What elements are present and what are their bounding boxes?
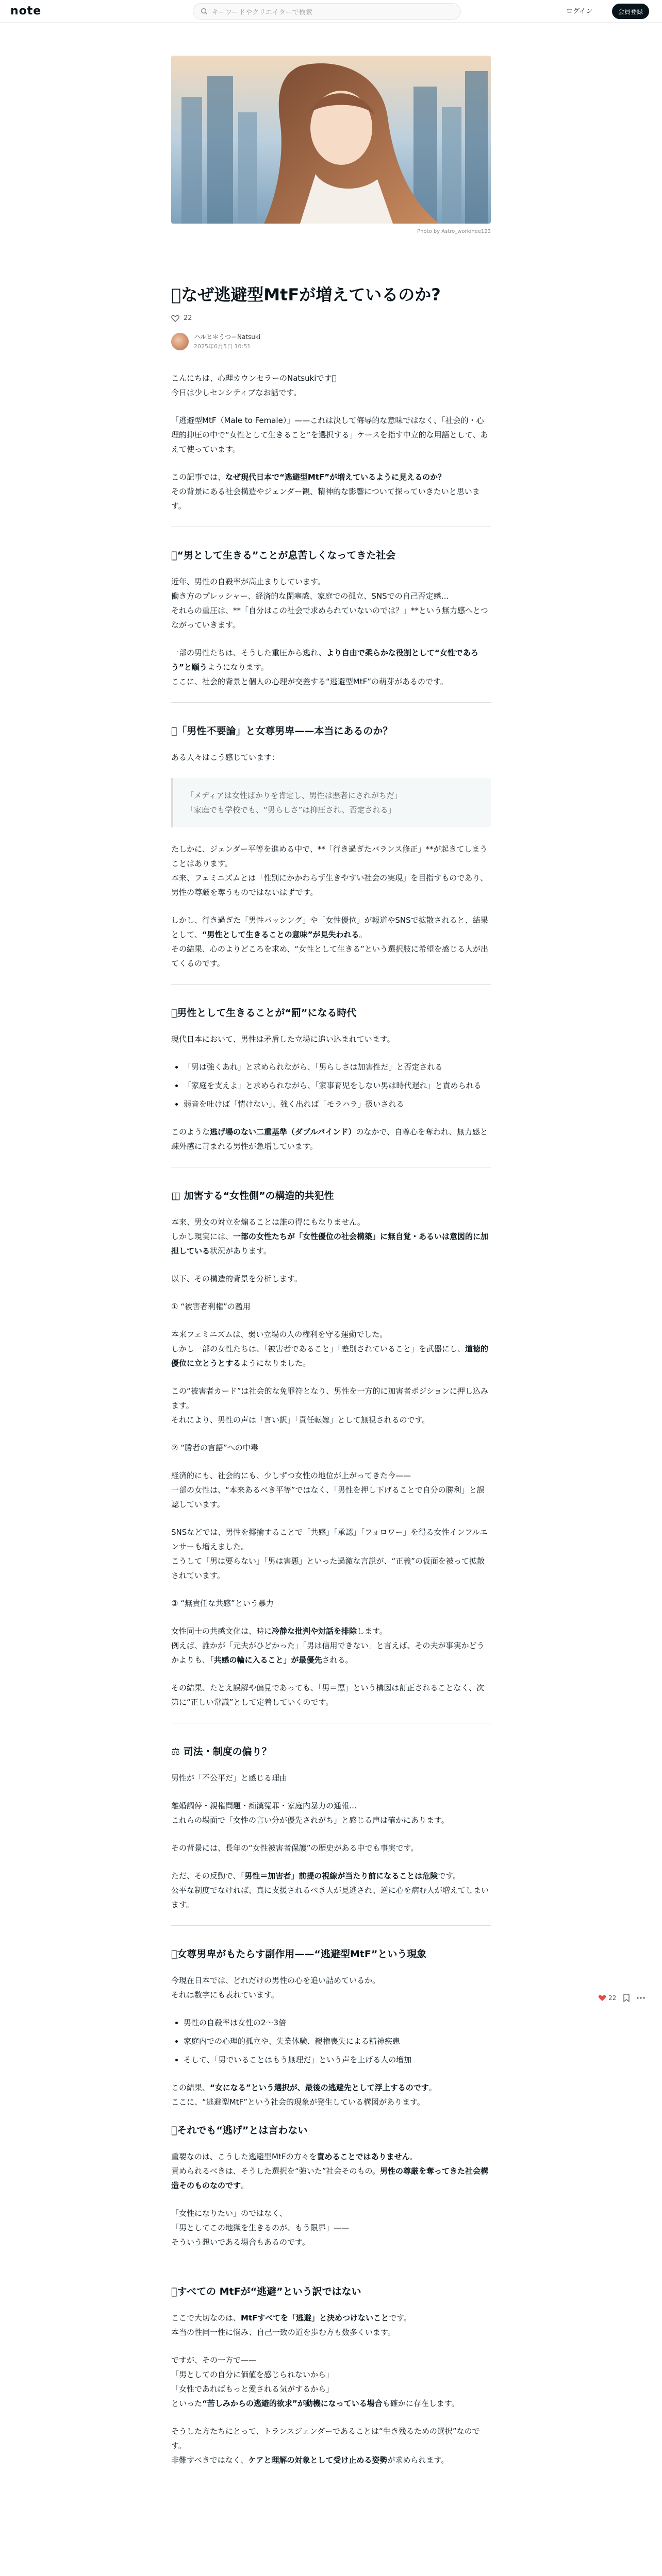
like-count[interactable]: 22 xyxy=(171,314,491,322)
floating-actions xyxy=(598,1994,645,2002)
paragraph: この結果、“女になる”という選択が、最後の逃避先として浮上するのです。 ここに、“逃避型MtF”という社会的現象が発生している構図があります。 xyxy=(171,2083,437,2107)
paragraph: このような逃げ場のない二重基準（ダブルバインド）のなかで、自尊心を奪われ、無力感と疎外感に苛まれる男性が急増しています。 xyxy=(171,1127,488,1151)
note-logo[interactable]: note xyxy=(10,5,42,18)
paragraph: 「女性になりたい」のではなく、 「男としてこの地獄を生きるのが、もう限界」—— そういう想いである場合もあるのです。 xyxy=(171,2209,350,2247)
paragraph: 「逃避型MtF（Male to Female）」——これは決して侮辱的な意味ではなく、「社会的・心理的抑圧の中で“女性として生きること”を選択する」ケースを指す中立的な用語として、あえて使っています。 xyxy=(171,416,488,454)
paragraph: その結果、たとえ誤解や偏見であっても、「男＝悪」という構図は訂正されることなく、次第に“正しい常識”として定着していくのです。 xyxy=(171,1683,485,1707)
top-bar xyxy=(0,0,662,23)
bullet-list xyxy=(171,1060,491,1111)
section-heading: 􀀀女尊男卑がもたらす副作用——“逃避型MtF”という現象 xyxy=(171,1948,427,1960)
search-placeholder: キーワードやクリエイターで検索 xyxy=(212,8,312,16)
article-body xyxy=(171,371,491,2467)
list-item: • 「家庭を支えよ」と求められながら、「家事育児をしない男は時代遅れ」と責められる xyxy=(184,1078,491,1093)
section-icon: 􀀀 xyxy=(171,550,177,561)
bullet-list xyxy=(171,2015,491,2067)
title-icon: 􀀀 xyxy=(171,285,181,304)
signup-button[interactable]: 会員登録 xyxy=(612,4,649,19)
paragraph: 経済的にも、社会的にも、少しずつ女性の地位が上がってきた今—— 一部の女性は、“本来あるべき平等”ではなく、「男性を押し下げることで自分の勝利」と誤認しています。 xyxy=(171,1471,485,1509)
sub-heading: ③ “無責任な共感”という暴力 xyxy=(171,1599,274,1608)
search-input[interactable] xyxy=(193,3,461,20)
section-icon: ⚖ xyxy=(171,1746,184,1757)
heart-icon xyxy=(171,315,179,322)
section-heading: 􀀀すべての MtFが“逃避”という訳ではない xyxy=(171,2286,361,2297)
paragraph: ただ、その反動で、「男性＝加害者」前提の視線が当たり前になることは危険です。 公平な制度でなければ、真に支援されるべき人が見逃され、逆に心を病む人が増えてしまいます。 xyxy=(171,1871,489,1909)
list-item: • 「男は強くあれ」と求められながら、「男らしさは加害性だ」と否定される xyxy=(184,1060,491,1074)
section-heading: 􀀀“男として生きる”ことが息苦しくなってきた社会 xyxy=(171,550,396,561)
hero-image xyxy=(171,56,491,224)
paragraph: 以下、その構造的背景を分析します。 xyxy=(171,1274,302,1283)
search-icon xyxy=(201,8,208,15)
paragraph: 一部の男性たちは、そうした重圧から逃れ、より自由で柔らかな役割として“女性であろう”と願うようになります。 ここに、社会的背景と個人の心理が交差する“逃避型MtF”の萌芽があるのです。 xyxy=(171,648,478,686)
photo-credit: Photo by Astro_workinee123 xyxy=(417,229,491,234)
paragraph: 離婚調停・親権問題・痴漢冤罪・家庭内暴力の通報… これらの場面で「女性の言い分が優先されがち」と感じる声は確かにあります。 xyxy=(171,1801,449,1825)
divider xyxy=(171,984,491,985)
quote-block: 「メディアは女性ばかりを肯定し、男性は悪者にされがちだ」 「家庭でも学校でも、“男らしさ”は抑圧され、否定される」 xyxy=(171,778,491,827)
section-icon: 􀀀 xyxy=(171,2286,177,2297)
paragraph: ですが、その一方で—— 「男としての自分に価値を感じられないから」 「女性であればもっと愛される気がするから」 といった“苦しみからの逃避的欲求”が動機になっている場合も確かに存在します。 xyxy=(171,2355,459,2408)
section-heading: 􀀀「男性不要論」と女尊男卑——本当にあるのか？ xyxy=(171,725,393,737)
divider xyxy=(171,1925,491,1926)
paragraph: たしかに、ジェンダー平等を進める中で、**「行き過ぎたバランス修正」**が起きてしまうことはあります。 本来、フェミニズムとは「性別にかかわらず生きやすい社会の実現」を目指すものであり、男性の尊厳を奪うものではないはずです。 xyxy=(171,844,488,897)
section-heading: ◫ 加害する“女性側”の構造的共犯性 xyxy=(171,1190,334,1201)
paragraph: ここで大切なのは、MtFすべてを「逃避」と決めつけないことです。 本当の性同一性に悩み、自己一致の道を歩む方も数多くいます。 xyxy=(171,2313,411,2337)
login-link[interactable]: ログイン xyxy=(566,8,593,15)
paragraph: その背景には、長年の“女性被害者保護”の歴史がある中でも事実です。 xyxy=(171,1843,419,1853)
list-item: • 家庭内での心理的孤立や、失業体験、親権喪失による精神疾患 xyxy=(184,2034,491,2048)
paragraph: SNSなどでは、男性を揶揄することで「共感」「承認」「フォロワー」を得る女性インフルエンサーも増えました。 こうして「男は要らない」「男は害悪」といった過激な言説が、“正義”の仮面を被って拡散されています。 xyxy=(171,1528,488,1580)
paragraph: 女性同士の共感文化は、時に冷静な批判や対話を排除します。 例えば、誰かが「元夫がひどかった」「男は信用できない」と言えば、その夫が事実かどうかよりも、「共感の輪に入ること」が最優先される。 xyxy=(171,1626,485,1665)
paragraph: この“被害者カード”は社会的な免罪符となり、男性を一方的に加害者ポジションに押し込みます。 それにより、男性の声は「言い訳」「責任転嫁」として無視されるのです。 xyxy=(171,1386,488,1425)
sub-heading: ② “勝者の言語”への中毒 xyxy=(171,1443,258,1452)
paragraph: 男性が「不公平だ」と感じる理由 xyxy=(171,1773,288,1783)
author-info[interactable] xyxy=(171,332,491,350)
list-item: • 弱音を吐けば「情けない」、強く出れば「モラハラ」扱いされる xyxy=(184,1097,491,1111)
article xyxy=(171,56,491,2481)
divider xyxy=(171,702,491,703)
list-item: • 男性の自殺率は女性の2〜3倍 xyxy=(184,2015,491,2030)
section-icon: 􀀀 xyxy=(171,725,177,737)
smile-icon: 􀀀 xyxy=(332,374,337,383)
author-name[interactable]: ハルヒ＊うつ＝Natsuki xyxy=(194,333,261,341)
paragraph: 本来、男女の対立を煽ることは誰の得にもなりません。 しかし現実には、一部の女性たちが「女性優位の社会構築」に無自覚・あるいは意図的に加担している状況があります。 xyxy=(171,1217,489,1256)
paragraph: 近年、男性の自殺率が高止まりしています。 働き方のプレッシャー、経済的な閉塞感、家庭での孤立、SNSでの自己否定感… それらの重圧は、**「自分はこの社会で求められていないのでは？」**という無力感へとつながっていきます。 xyxy=(171,577,488,630)
paragraph: この記事では、なぜ現代日本で“逃避型MtF”が増えているように見えるのか？ その背景にある社会構造やジェンダー観、精神的な影響について探っていきたいと思います。 xyxy=(171,472,480,511)
section-icon: 􀀀 xyxy=(171,2125,177,2136)
paragraph: しかし、行き過ぎた「男性バッシング」や「女性優位」が報道やSNSで拡散されると、結果として、“男性として生きることの意味”が見失われる。 その結果、心のよりどころを求め、“女性として生きる”という選択肢に希望を感じる人が出てくるのです。 xyxy=(171,916,488,968)
bookmark-icon[interactable] xyxy=(623,1994,630,2002)
intro: こんにちは、心理カウンセラーのNatsukiです􀀀 今日は少しセンシティブなお話です。 xyxy=(171,374,337,397)
section-icon: 􀀀 xyxy=(171,1007,177,1019)
heart-icon xyxy=(598,1994,606,2002)
publish-date: 2025年6月5日 10:51 xyxy=(194,343,251,350)
section-heading: 􀀀それでも“逃げ”とは言わない xyxy=(171,2125,308,2136)
sub-heading: ① “被害者利権”の濫用 xyxy=(171,1302,251,1311)
section-icon: ◫ xyxy=(171,1190,184,1201)
paragraph: 今現在日本では、どれだけの男性の心を追い詰めているか。 それは数字にも表れています。 xyxy=(171,1976,380,1999)
section-heading: 􀀀男性として生きることが“罰”になる時代 xyxy=(171,1007,357,1019)
paragraph: そうした方たちにとって、トランスジェンダーであることは“生き残るための選択”なのです。 非難すべきではなく、ケアと理解の対象として受け止める姿勢が求められます。 xyxy=(171,2427,480,2465)
section-heading: ⚖ 司法・制度の偏り？ xyxy=(171,1746,272,1757)
list-item: • そして、「男でいることはもう無理だ」という声を上げる人の増加 xyxy=(184,2053,491,2067)
paragraph: 現代日本において、男性は矛盾した立場に追い込まれています。 xyxy=(171,1035,395,1044)
paragraph: 重要なのは、こうした逃避型MtFの方々を責めることではありません。 責められるべきは、そうした選択を“強いた”社会そのもの。男性の尊厳を奪ってきた社会構造そのものなのです。 xyxy=(171,2152,488,2190)
article-title: 􀀀なぜ逃避型MtFが増えているのか? xyxy=(171,285,441,304)
paragraph: 本来フェミニズムは、弱い立場の人の権利を守る運動でした。 しかし一部の女性たちは、「被害者であること」「差別されていること」を武器にし、道徳的優位に立とうとするようになりました。 xyxy=(171,1330,489,1368)
section-icon: 􀀀 xyxy=(171,1948,177,1960)
paragraph: ある人々はこう感じています： xyxy=(171,753,280,762)
more-icon[interactable] xyxy=(637,1997,645,1999)
avatar[interactable] xyxy=(171,333,189,350)
like-button[interactable]: 22 xyxy=(598,1994,616,2002)
